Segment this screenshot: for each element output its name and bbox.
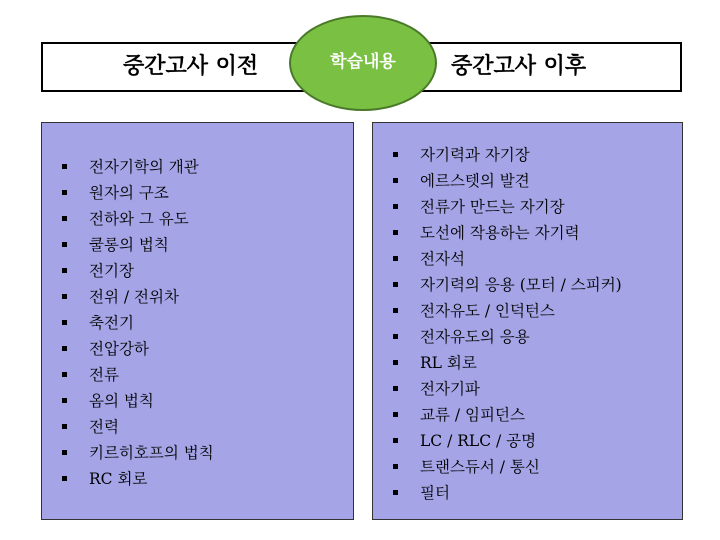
- list-item: [373, 168, 682, 194]
- list-item: [373, 376, 682, 402]
- topic-label: 자기력과 자기장: [420, 146, 530, 164]
- topic-label: 전자기학의 개관: [89, 158, 199, 176]
- list-item: [373, 428, 682, 454]
- list-item: [42, 154, 353, 180]
- list-item: [42, 310, 353, 336]
- list-item: [42, 336, 353, 362]
- topic-label: 전위 / 전위차: [89, 288, 179, 306]
- square-bullet-icon: [62, 216, 67, 221]
- topic-label: 전력: [89, 418, 119, 436]
- topic-label: 옴의 법칙: [89, 392, 154, 410]
- list-item: [42, 180, 353, 206]
- square-bullet-icon: [393, 386, 398, 391]
- list-item: [373, 350, 682, 376]
- topic-label: 전자유도 / 인덕턴스: [420, 302, 555, 320]
- square-bullet-icon: [62, 476, 67, 481]
- list-item: [373, 298, 682, 324]
- topic-label: 전기장: [89, 262, 134, 280]
- list-item: [373, 402, 682, 428]
- before-midterm-list: [42, 154, 353, 492]
- list-item: [42, 258, 353, 284]
- topic-label: 자기력의 응용 (모터 / 스피커): [420, 276, 622, 294]
- square-bullet-icon: [62, 268, 67, 273]
- square-bullet-icon: [393, 230, 398, 235]
- topic-label: 트랜스듀서 / 통신: [420, 458, 540, 476]
- square-bullet-icon: [393, 152, 398, 157]
- list-item: [373, 246, 682, 272]
- square-bullet-icon: [62, 320, 67, 325]
- topic-label: RL 회로: [420, 354, 477, 372]
- square-bullet-icon: [393, 412, 398, 417]
- square-bullet-icon: [62, 398, 67, 403]
- list-item: [42, 362, 353, 388]
- list-item: [373, 220, 682, 246]
- list-item: [373, 142, 682, 168]
- topic-label: 전자기파: [420, 380, 480, 398]
- topic-label: 에르스텟의 발견: [420, 172, 530, 190]
- square-bullet-icon: [393, 178, 398, 183]
- square-bullet-icon: [393, 360, 398, 365]
- topic-label: 필터: [420, 484, 450, 502]
- topic-label: 전압강하: [89, 340, 149, 358]
- learning-content-oval: [289, 15, 437, 111]
- topic-label: RC 회로: [89, 470, 148, 488]
- square-bullet-icon: [62, 346, 67, 351]
- list-item: [373, 480, 682, 506]
- square-bullet-icon: [62, 242, 67, 247]
- square-bullet-icon: [62, 372, 67, 377]
- topic-label: 전자유도의 응용: [420, 328, 530, 346]
- after-midterm-title: 중간고사 이후: [451, 54, 587, 79]
- topic-label: 전자석: [420, 250, 465, 268]
- topic-label: 전하와 그 유도: [89, 210, 189, 228]
- list-item: [42, 466, 353, 492]
- square-bullet-icon: [62, 294, 67, 299]
- after-midterm-list: [373, 142, 682, 506]
- square-bullet-icon: [62, 424, 67, 429]
- square-bullet-icon: [62, 450, 67, 455]
- topic-label: 원자의 구조: [89, 184, 169, 202]
- list-item: [42, 232, 353, 258]
- topic-label: 축전기: [89, 314, 134, 332]
- list-item: [42, 284, 353, 310]
- before-midterm-title: 중간고사 이전: [123, 54, 259, 79]
- topic-label: 전류: [89, 366, 119, 384]
- topic-label: 교류 / 임피던스: [420, 406, 525, 424]
- list-item: [42, 206, 353, 232]
- square-bullet-icon: [393, 204, 398, 209]
- learning-content-label: 학습내용: [330, 51, 396, 72]
- square-bullet-icon: [62, 190, 67, 195]
- square-bullet-icon: [393, 334, 398, 339]
- square-bullet-icon: [393, 256, 398, 261]
- list-item: [373, 194, 682, 220]
- list-item: [373, 272, 682, 298]
- square-bullet-icon: [393, 490, 398, 495]
- square-bullet-icon: [393, 438, 398, 443]
- square-bullet-icon: [393, 464, 398, 469]
- before-midterm-panel: [41, 122, 354, 520]
- square-bullet-icon: [393, 308, 398, 313]
- topic-label: 도선에 작용하는 자기력: [420, 224, 580, 242]
- topic-label: 전류가 만드는 자기장: [420, 198, 565, 216]
- square-bullet-icon: [393, 282, 398, 287]
- list-item: [373, 454, 682, 480]
- topic-label: LC / RLC / 공명: [420, 432, 537, 450]
- topic-label: 키르히호프의 법칙: [89, 444, 214, 462]
- list-item: [373, 324, 682, 350]
- after-midterm-panel: [372, 122, 683, 520]
- list-item: [42, 414, 353, 440]
- topic-label: 쿨롱의 법칙: [89, 236, 169, 254]
- list-item: [42, 440, 353, 466]
- square-bullet-icon: [62, 164, 67, 169]
- list-item: [42, 388, 353, 414]
